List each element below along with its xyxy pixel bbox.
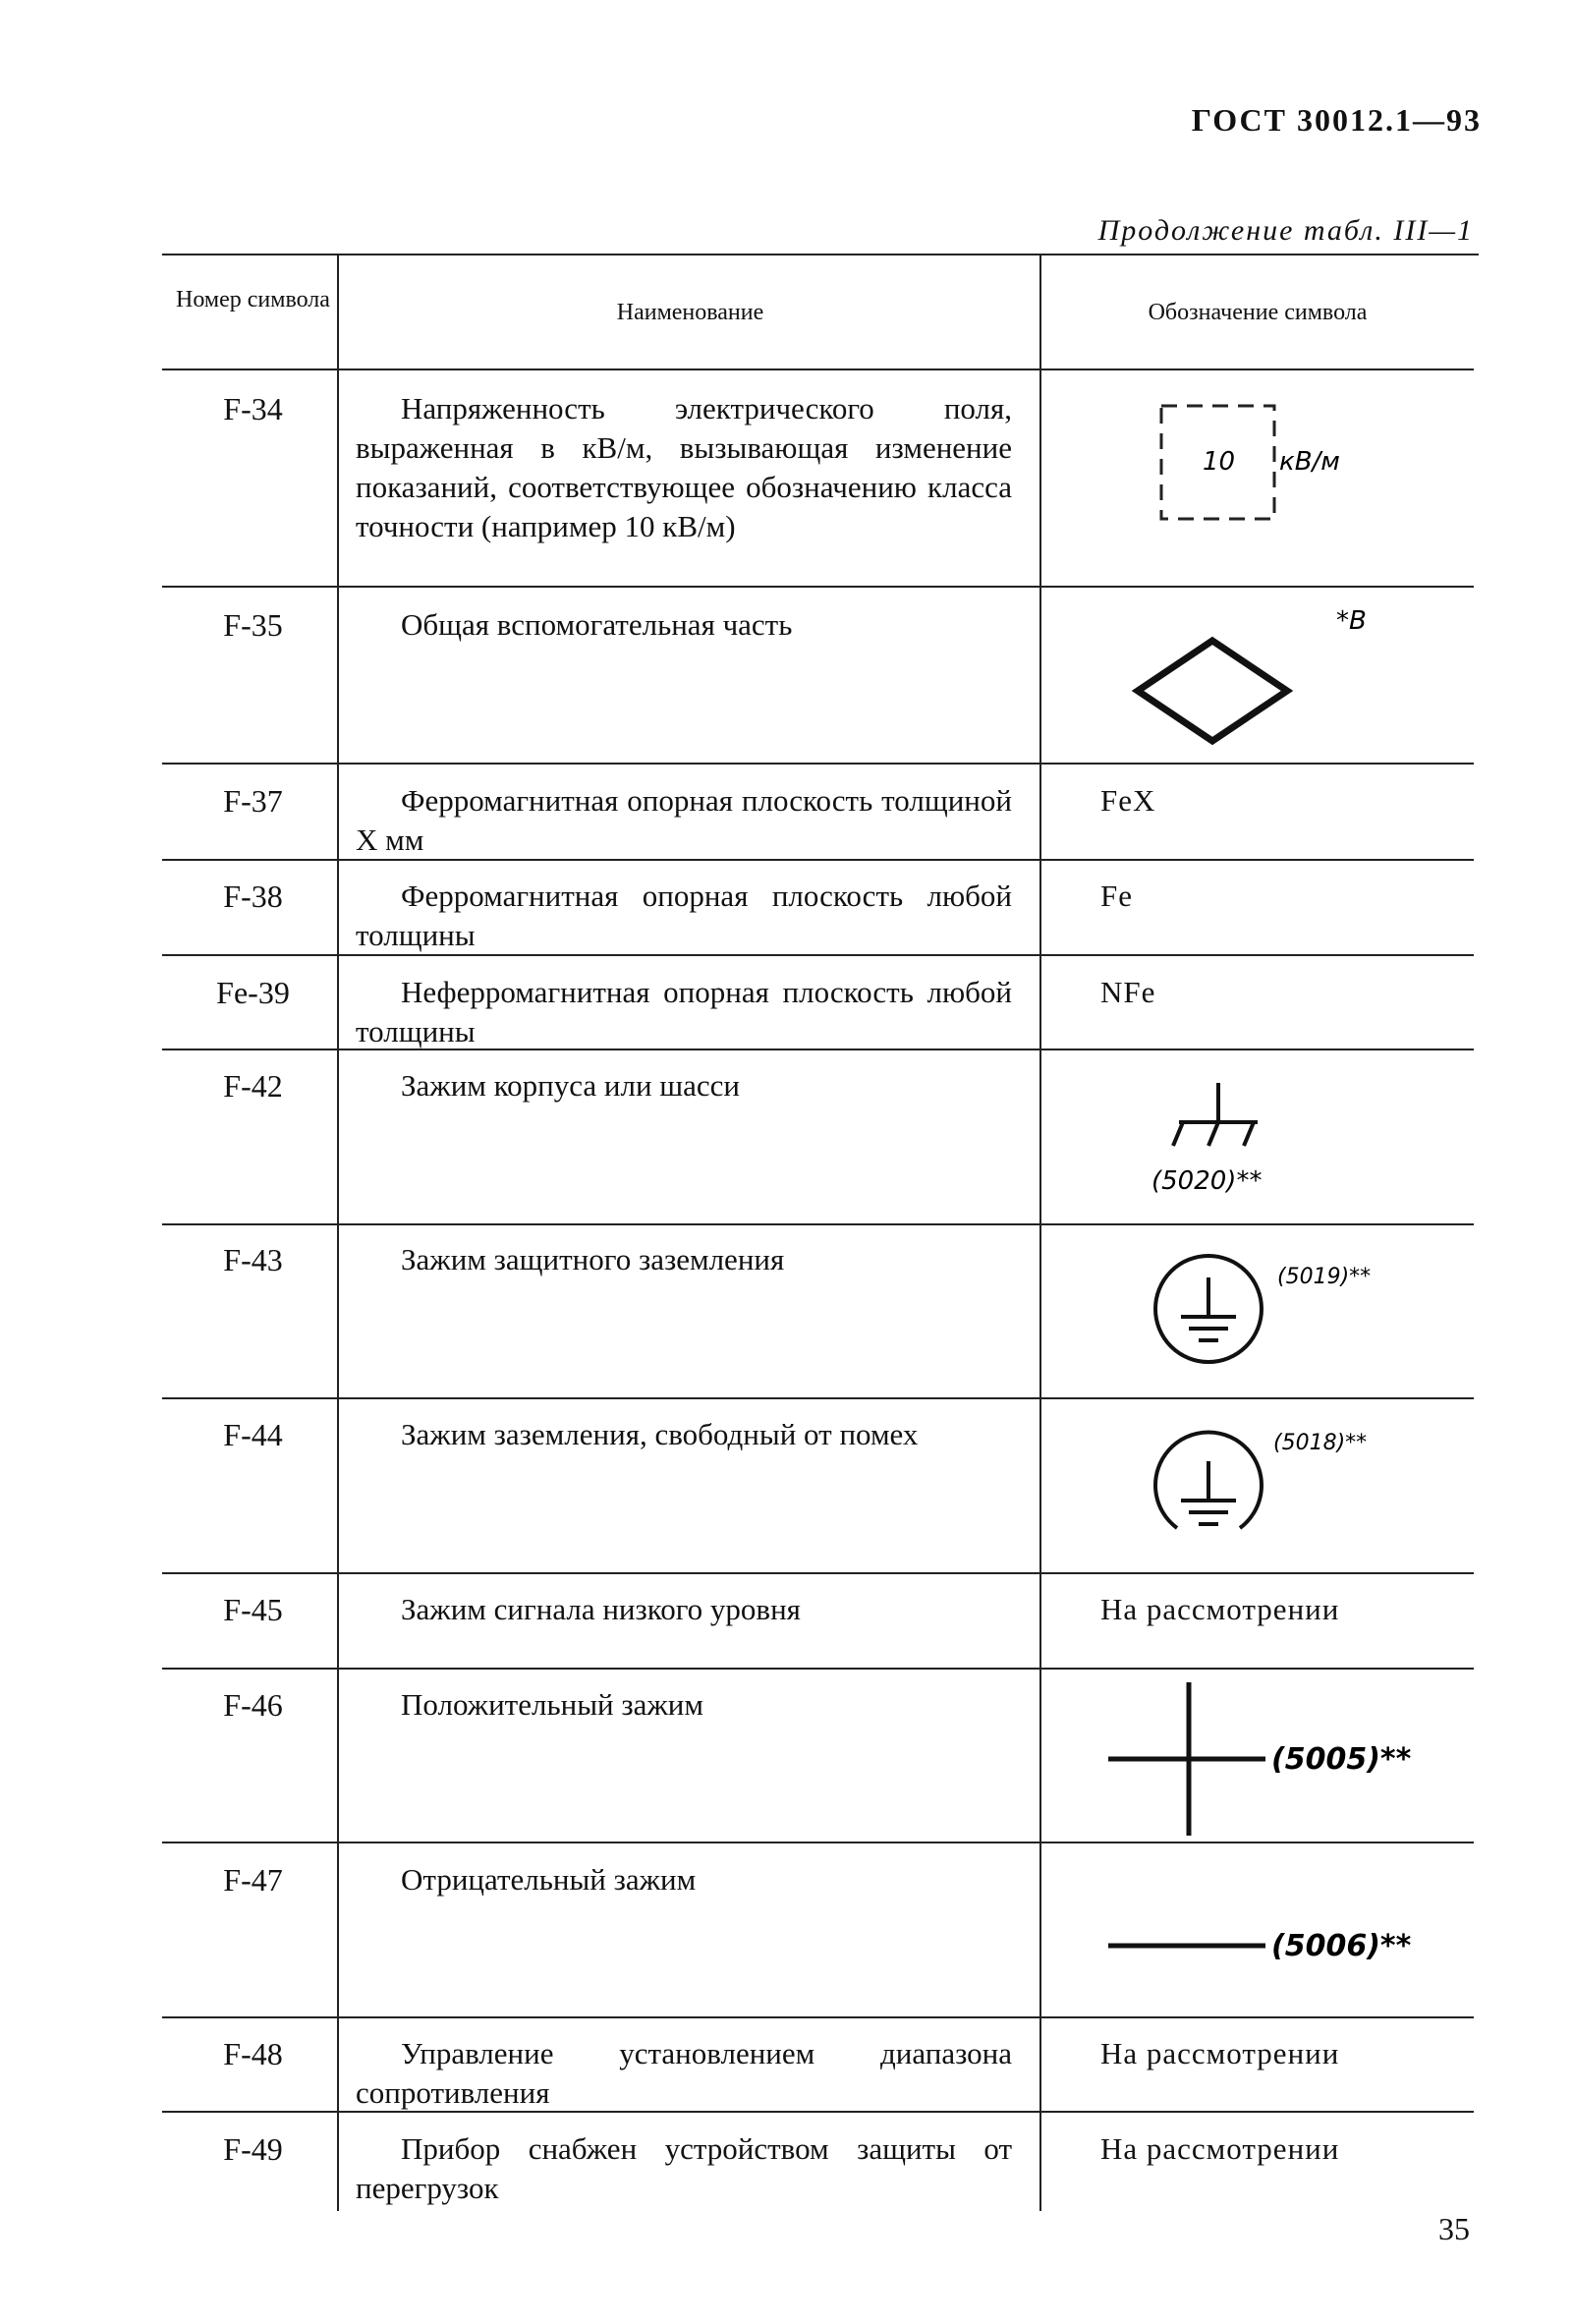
row-number: F-46 [223, 1687, 283, 1723]
row-rule [162, 1397, 1474, 1399]
row-name: Общая вспомогательная часть [401, 607, 793, 642]
dashed-square-field-strength-icon [1159, 403, 1356, 521]
column-header-number: Номер символа [176, 287, 330, 312]
symbol-text: FeX [1100, 783, 1156, 818]
symbol-text: Fe [1100, 879, 1133, 913]
row-rule [162, 1842, 1474, 1843]
row-rule [162, 586, 1474, 588]
column-divider-left [337, 254, 339, 2211]
row-rule [162, 763, 1474, 765]
table-continuation-caption: Продолжение табл. III—1 [1097, 214, 1474, 247]
symbol-text: NFe [1100, 975, 1156, 1009]
table-top-rule [162, 254, 1479, 255]
row-rule [162, 1668, 1474, 1670]
document-code: ГОСТ 30012.1—93 [1191, 102, 1482, 138]
row-number: F-38 [223, 879, 283, 914]
row-name: Положительный зажим [401, 1687, 703, 1722]
row-number: F-35 [223, 607, 283, 643]
row-name: Напряженность электрического поля, выраженная в кВ/м, вызывающая изменение показаний, соответствующее обозначению класса точности (например 10 кВ/м) [356, 391, 1012, 543]
column-header-name: Наименование [616, 300, 764, 325]
row-name: Неферромагнитная опорная плоскость любой толщины [356, 975, 1012, 1049]
protective-earth-icon [1150, 1248, 1405, 1386]
row-number: F-45 [223, 1592, 283, 1627]
row-name: Зажим корпуса или шасси [401, 1068, 741, 1103]
row-name: Зажим защитного заземления [401, 1242, 785, 1276]
symbol-text: На рассмотрении [1100, 2131, 1340, 2166]
row-name: Зажим сигнала низкого уровня [401, 1592, 801, 1626]
plus-terminal-icon [1100, 1680, 1415, 1838]
symbol-note: (5005)** [1271, 1742, 1412, 1777]
row-rule [162, 1223, 1474, 1225]
symbol-note: (5018)** [1273, 1431, 1368, 1455]
minus-terminal-icon [1100, 1916, 1434, 1975]
chassis-ground-icon [1140, 1079, 1317, 1207]
symbol-text: На рассмотрении [1100, 1592, 1340, 1626]
row-number: F-37 [223, 783, 283, 819]
column-header-symbol: Обозначение символа [1148, 300, 1368, 325]
diamond-icon [1130, 601, 1385, 749]
row-number: Fe-39 [216, 975, 290, 1010]
symbol-inner-text: 10 [1203, 447, 1236, 477]
row-name: Ферромагнитная опорная плоскость любой толщины [356, 879, 1012, 952]
row-number: F-49 [223, 2131, 283, 2167]
row-name: Отрицательный зажим [401, 1862, 697, 1897]
symbol-text: На рассмотрении [1100, 2036, 1340, 2070]
row-rule [162, 2016, 1474, 2018]
symbol-note: (5020)** [1151, 1166, 1263, 1196]
row-name: Ферромагнитная опорная плоскость толщиной X мм [356, 783, 1012, 857]
symbol-note: (5006)** [1271, 1929, 1412, 1963]
row-number: F-43 [223, 1242, 283, 1277]
column-divider-right [1039, 254, 1041, 2211]
row-name: Зажим заземления, свободный от помех [401, 1417, 919, 1451]
noiseless-earth-icon [1150, 1420, 1405, 1558]
row-number: F-44 [223, 1417, 283, 1452]
row-number: F-47 [223, 1862, 283, 1898]
symbol-unit-text: кВ/м [1279, 447, 1340, 477]
symbol-note: (5019)** [1277, 1265, 1372, 1289]
table-header-rule [162, 368, 1474, 370]
row-rule [162, 1572, 1474, 1574]
row-name: Прибор снабжен устройством защиты от перегрузок [356, 2131, 1012, 2205]
symbol-note: *В [1336, 606, 1367, 636]
row-number: F-48 [223, 2036, 283, 2071]
row-name: Управление установлением диапазона сопротивления [356, 2036, 1012, 2110]
row-number: F-34 [223, 391, 283, 426]
page-number: 35 [1438, 2211, 1470, 2246]
row-number: F-42 [223, 1068, 283, 1104]
